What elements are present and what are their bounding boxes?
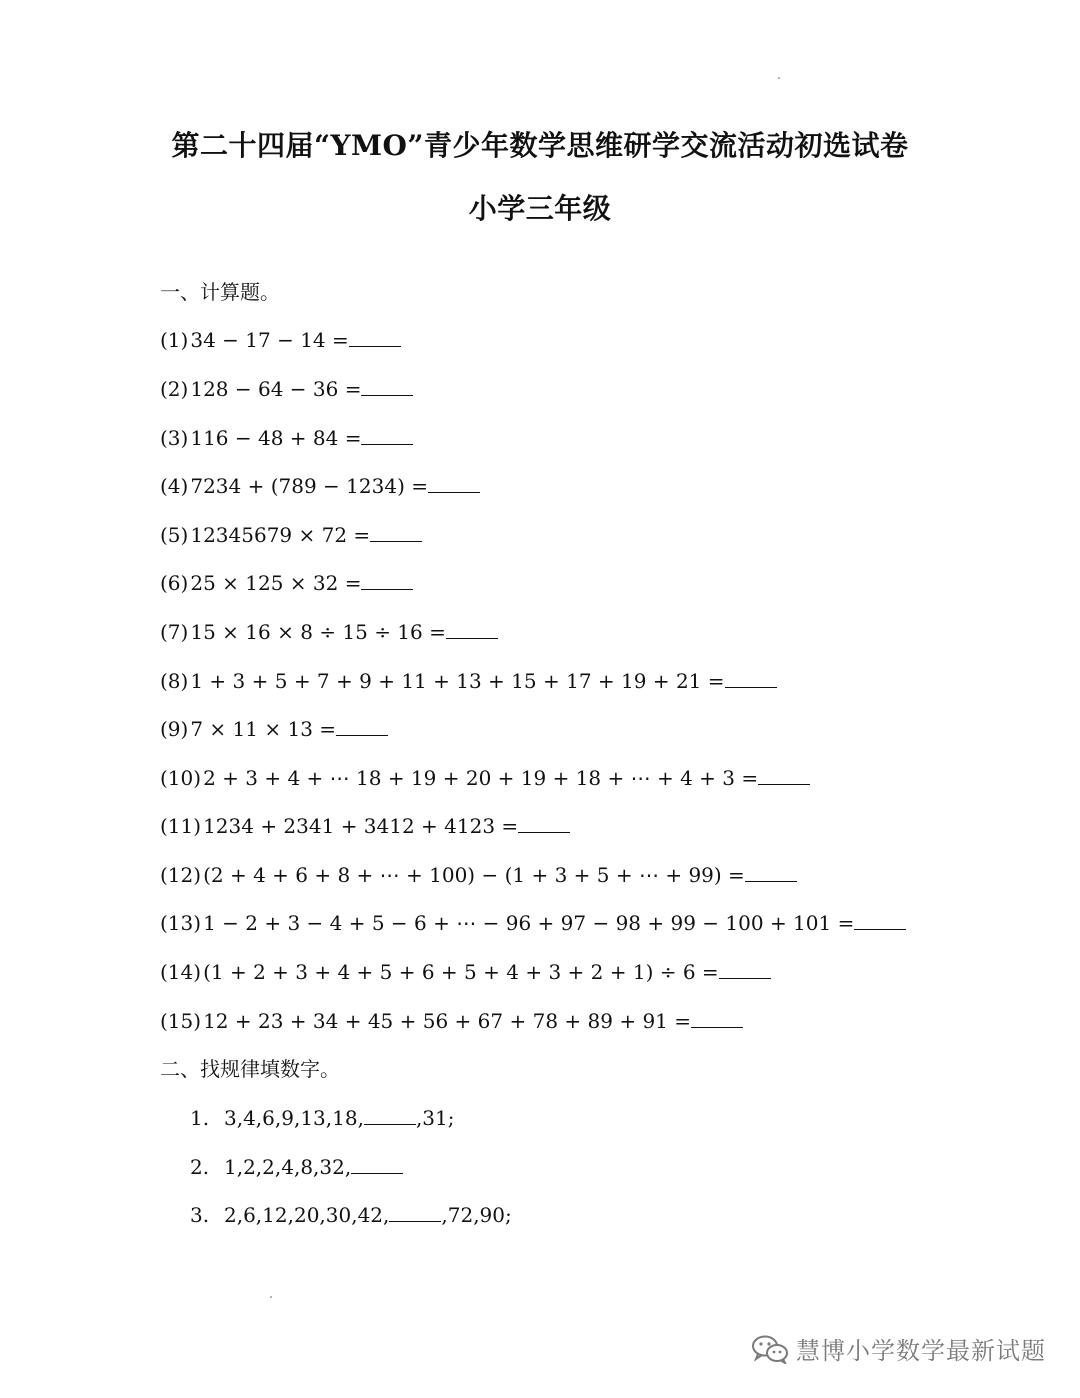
pattern-item-2: [190, 1152, 403, 1182]
answer-blank[interactable]: [361, 426, 413, 445]
calc-item-9: [160, 714, 388, 744]
answer-blank[interactable]: [725, 669, 777, 688]
calc-item-2: [160, 374, 413, 404]
item-expression: 34 − 17 − 14 =: [190, 328, 349, 352]
answer-blank[interactable]: [745, 863, 797, 882]
answer-blank[interactable]: [361, 571, 413, 590]
answer-blank[interactable]: [854, 911, 906, 930]
answer-blank[interactable]: [691, 1009, 743, 1028]
calc-item-12: [160, 860, 797, 890]
item-number: 1.: [190, 1106, 210, 1130]
answer-blank[interactable]: [336, 717, 388, 736]
item-number: (5): [160, 523, 189, 547]
sequence-after: ,31;: [415, 1106, 455, 1130]
item-expression: (1 + 2 + 3 + 4 + 5 + 6 + 5 + 4 + 3 + 2 + 1) ÷ 6 =: [203, 960, 719, 984]
calc-item-14: [160, 957, 771, 987]
calc-item-7: [160, 617, 498, 647]
item-number: (2): [160, 377, 189, 401]
item-number: 2.: [190, 1155, 210, 1179]
item-expression: (2 + 4 + 6 + 8 + ⋯ + 100) − (1 + 3 + 5 + ⋯ + 99) =: [203, 863, 745, 887]
answer-blank[interactable]: [370, 523, 422, 542]
sequence-before: 2,6,12,20,30,42,: [224, 1203, 390, 1227]
page-subtitle: 小学三年级: [468, 192, 612, 225]
calc-item-13: [160, 908, 906, 938]
item-number: (3): [160, 426, 189, 450]
answer-blank[interactable]: [719, 960, 771, 979]
item-number: (4): [160, 474, 189, 498]
item-expression: 1 + 3 + 5 + 7 + 9 + 11 + 13 + 15 + 17 + 19 + 21 =: [190, 669, 725, 693]
item-expression: 2 + 3 + 4 + ⋯ 18 + 19 + 20 + 19 + 18 + ⋯ + 4 + 3 =: [203, 766, 759, 790]
item-number: (10): [160, 766, 202, 790]
item-expression: 7234 + (789 − 1234) =: [190, 474, 428, 498]
pattern-item-1: [190, 1103, 455, 1133]
sequence-after: ,72,90;: [441, 1203, 512, 1227]
item-expression: 12345679 × 72 =: [190, 523, 371, 547]
calc-item-6: [160, 568, 413, 598]
calc-item-1: [160, 325, 401, 355]
item-number: 3.: [190, 1203, 210, 1227]
calc-item-8: [160, 666, 777, 696]
item-expression: 7 × 11 × 13 =: [190, 717, 337, 741]
item-expression: 1 − 2 + 3 − 4 + 5 − 6 + ⋯ − 96 + 97 − 98 + 99 − 100 + 101 =: [203, 911, 855, 935]
sequence-before: 3,4,6,9,13,18,: [224, 1106, 364, 1130]
watermark-text: 慧博小学数学最新试题: [796, 1337, 1046, 1365]
answer-blank[interactable]: [361, 377, 413, 396]
speck-bottom: [270, 1296, 272, 1298]
section1-heading: 一、计算题。: [160, 280, 280, 304]
answer-blank[interactable]: [428, 474, 480, 493]
item-number: (15): [160, 1009, 202, 1033]
answer-blank[interactable]: [364, 1106, 416, 1125]
calc-item-4: [160, 471, 480, 501]
item-expression: 15 × 16 × 8 ÷ 15 ÷ 16 =: [190, 620, 446, 644]
answer-blank[interactable]: [758, 766, 810, 785]
item-expression: 116 − 48 + 84 =: [190, 426, 362, 450]
calc-item-10: [160, 763, 810, 793]
item-number: (12): [160, 863, 202, 887]
sequence-before: 1,2,2,4,8,32,: [224, 1155, 352, 1179]
page-title: 第二十四届“YMO”青少年数学思维研学交流活动初选试卷: [171, 129, 909, 162]
item-number: (6): [160, 571, 189, 595]
item-number: (13): [160, 911, 202, 935]
wechat-icon: [750, 1334, 790, 1364]
answer-blank[interactable]: [518, 814, 570, 833]
speck-top: [778, 77, 780, 79]
calc-item-11: [160, 811, 570, 841]
calc-item-15: [160, 1006, 743, 1036]
watermark: [750, 1331, 1046, 1366]
item-number: (1): [160, 328, 189, 352]
answer-blank[interactable]: [351, 1155, 403, 1174]
item-number: (11): [160, 814, 202, 838]
calc-item-5: [160, 520, 422, 550]
item-number: (7): [160, 620, 189, 644]
pattern-item-3: [190, 1200, 512, 1230]
answer-blank[interactable]: [349, 328, 401, 347]
calc-item-3: [160, 423, 413, 453]
item-expression: 128 − 64 − 36 =: [190, 377, 362, 401]
item-expression: 12 + 23 + 34 + 45 + 56 + 67 + 78 + 89 + 91 =: [203, 1009, 692, 1033]
answer-blank[interactable]: [389, 1203, 441, 1222]
item-number: (8): [160, 669, 189, 693]
section2-heading: 二、找规律填数字。: [160, 1057, 340, 1081]
item-expression: 1234 + 2341 + 3412 + 4123 =: [203, 814, 519, 838]
answer-blank[interactable]: [446, 620, 498, 639]
item-number: (9): [160, 717, 189, 741]
item-number: (14): [160, 960, 202, 984]
item-expression: 25 × 125 × 32 =: [190, 571, 362, 595]
